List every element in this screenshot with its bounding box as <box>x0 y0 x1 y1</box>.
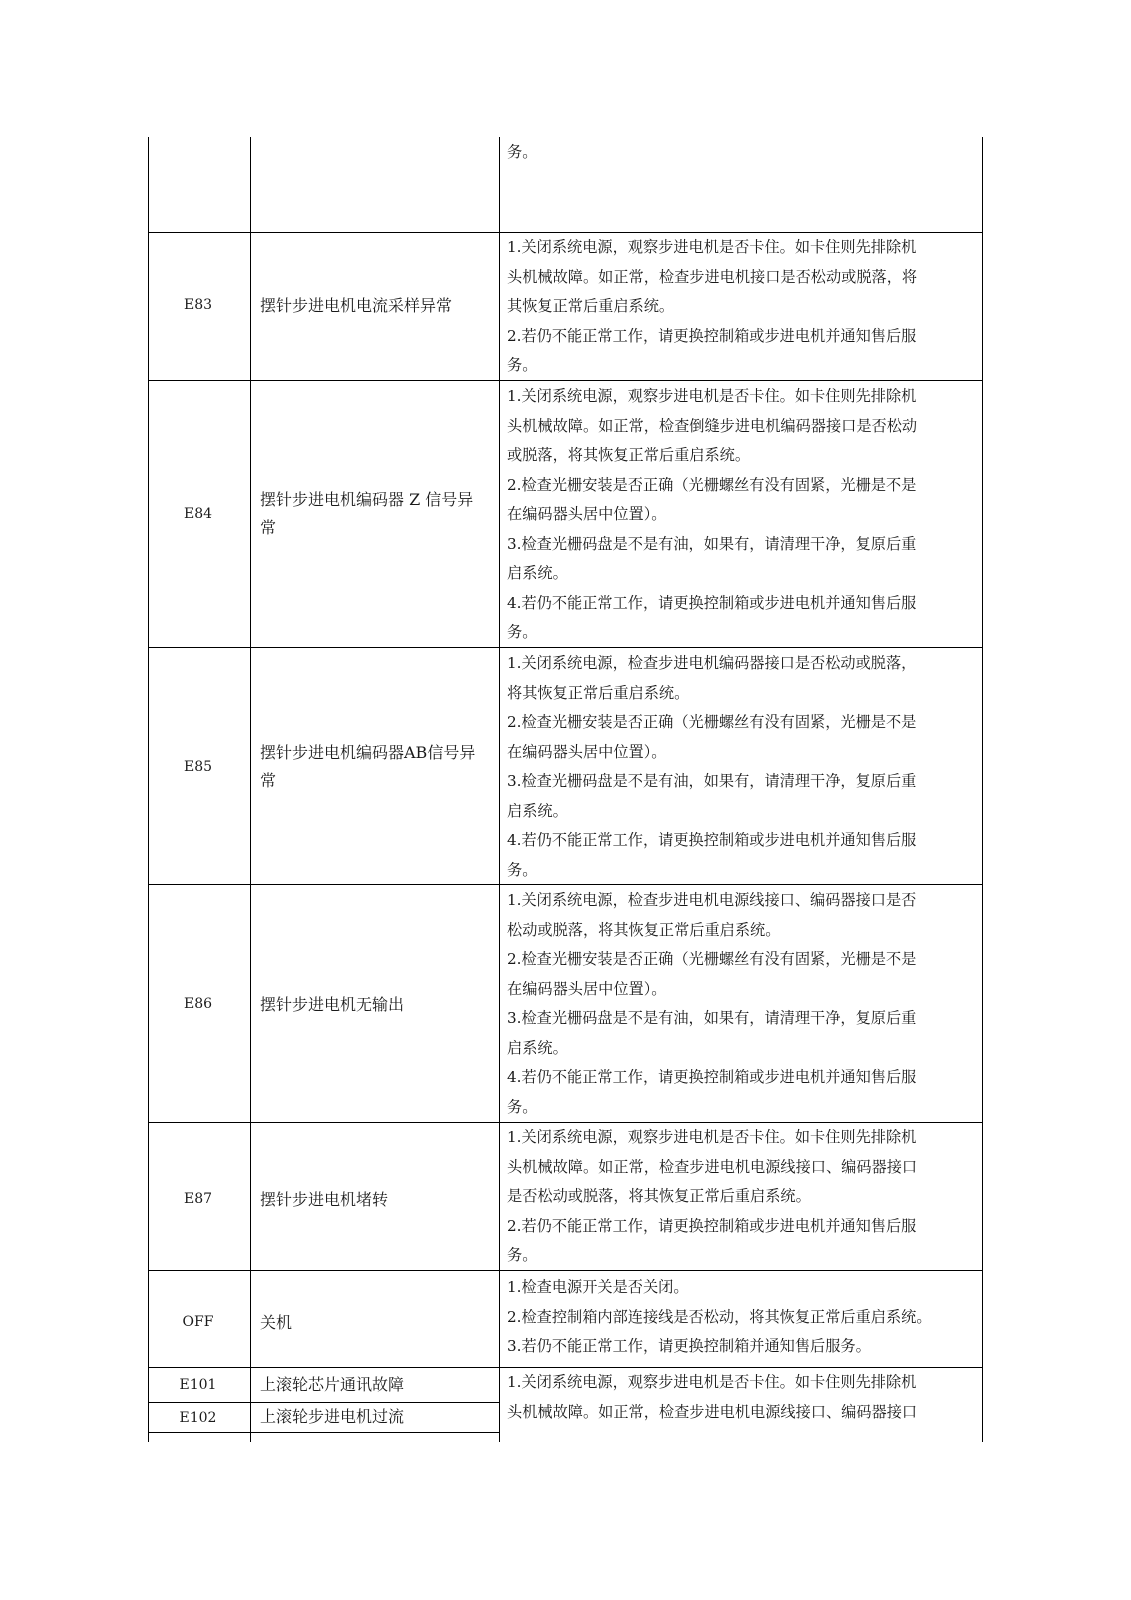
table-border-right <box>982 137 983 1442</box>
solution-cell: 1.关闭系统电源，检查步进电机编码器接口是否松动或脱落， 将其恢复正常后重启系统。 2.检查光栅安装是否正确（光栅螺丝有没有固紧，光栅是不是 在编码器头居中位置）。 3.检查光栅码盘是不是有油，如果有，请清理干净，复原后重 启系统。 4.若仍不能正常工作，请更换控制箱或步进电机并通知售后服 务。 <box>507 654 917 879</box>
error-code: E101 <box>179 1377 217 1393</box>
solution-cell: 1.关闭系统电源，观察步进电机是否卡住。如卡住则先排除机 头机械故障。如正常，检查步进电机电源线接口、编码器接口 是否松动或脱落，将其恢复正常后重启系统。 2.若仍不能正常工作，请更换控制箱或步进电机并通知售后服 务。 <box>507 1128 918 1264</box>
error-code: E102 <box>179 1410 217 1426</box>
error-description: 上滚轮芯片通讯故障 <box>260 1375 405 1394</box>
error-description: 摆针步进电机无输出 <box>260 995 405 1014</box>
table-border-bottom <box>148 1432 500 1433</box>
solution-cell: 1.关闭系统电源，观察步进电机是否卡住。如卡住则先排除机 头机械故障。如正常，检查倒缝步进电机编码器接口是否松动 或脱落，将其恢复正常后重启系统。 2.检查光栅安装是否正确（光栅螺丝有没有固紧，光栅是不是 在编码器头居中位置）。 3.检查光栅码盘是不是有油，如果有，请清理干净，复原后重 启系统。 4.若仍不能正常工作，请更换控制箱或步进电机并通知售后服 务。 <box>507 387 918 641</box>
error-description: 关机 <box>260 1313 293 1332</box>
error-description: 摆针步进电机电流采样异常 <box>260 296 453 315</box>
table-divider-col2 <box>499 137 500 1442</box>
error-code: OFF <box>182 1314 214 1330</box>
error-code: E85 <box>183 759 213 775</box>
error-code: E87 <box>183 1191 213 1207</box>
table-divider-col1 <box>250 137 251 1442</box>
error-description: 摆针步进电机编码器AB信号异 常 <box>260 743 476 790</box>
solution-cell: 1.关闭系统电源，观察步进电机是否卡住。如卡住则先排除机 头机械故障。如正常，检查步进电机接口是否松动或脱落，将 其恢复正常后重启系统。 2.若仍不能正常工作，请更换控制箱或步进电机并通知售后服 务。 <box>507 238 918 374</box>
table-border-left <box>148 137 149 1442</box>
error-code: E83 <box>183 297 213 313</box>
solution-cell: 1.关闭系统电源，观察步进电机是否卡住。如卡住则先排除机 头机械故障。如正常，检查步进电机电源线接口、编码器接口 <box>507 1373 918 1421</box>
solution-cell: 1.关闭系统电源，检查步进电机电源线接口、编码器接口是否 松动或脱落，将其恢复正常后重启系统。 2.检查光栅安装是否正确（光栅螺丝有没有固紧，光栅是不是 在编码器头居中位置）。 3.检查光栅码盘是不是有油，如果有，请清理干净，复原后重 启系统。 4.若仍不能正常工作，请更换控制箱或步进电机并通知售后服 务。 <box>507 891 917 1116</box>
solution-cell: 务。 <box>507 143 538 161</box>
error-description: 摆针步进电机编码器 Z 信号异 常 <box>260 490 474 537</box>
error-code: E84 <box>183 506 213 522</box>
error-code: E86 <box>183 996 213 1012</box>
error-description: 上滚轮步进电机过流 <box>260 1407 405 1426</box>
solution-cell: 1.检查电源开关是否关闭。 2.检查控制箱内部连接线是否松动，将其恢复正常后重启系统。 3.若仍不能正常工作，请更换控制箱并通知售后服务。 <box>507 1278 932 1355</box>
error-description: 摆针步进电机堵转 <box>260 1190 389 1209</box>
